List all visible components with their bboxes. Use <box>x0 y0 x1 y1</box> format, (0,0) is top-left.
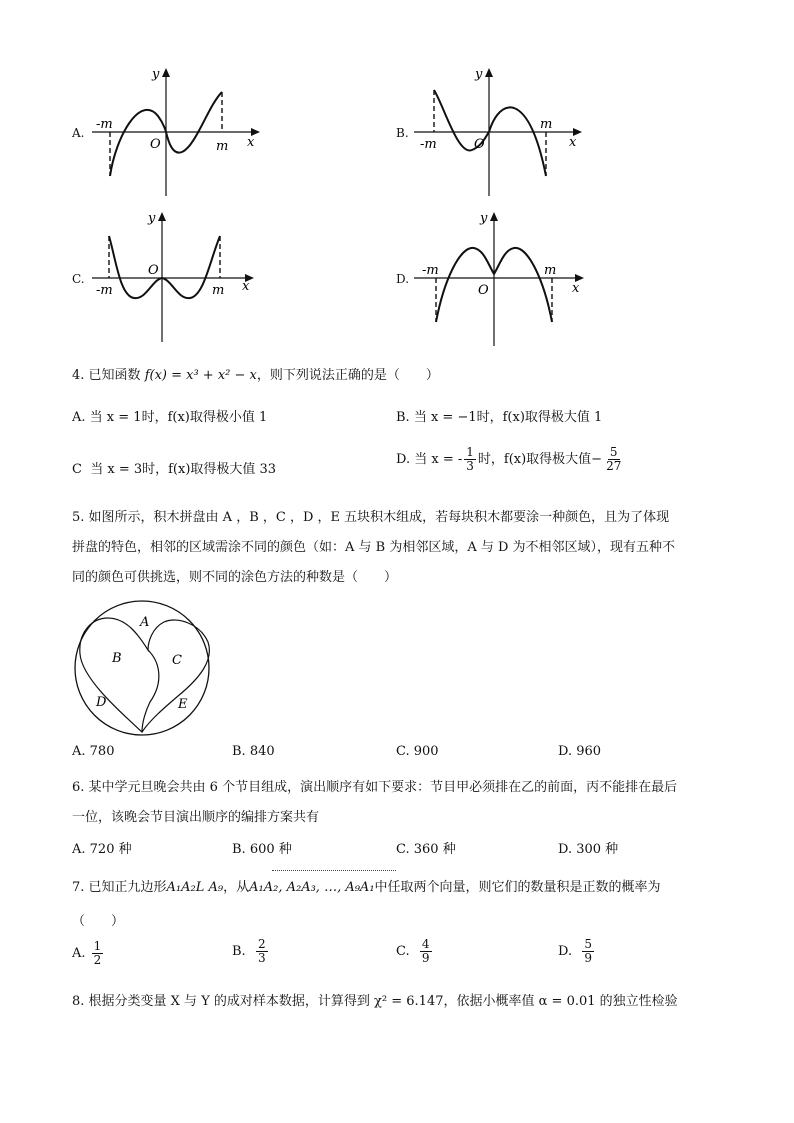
q4-stem: 4. 已知函数 f(x) = x³ + x² − x，则下列说法正确的是（ ） <box>72 368 439 383</box>
region-d-label: D <box>96 695 107 710</box>
q5-option-b: B. 840 <box>232 744 275 759</box>
graph-c-neg-m: -m <box>96 283 113 298</box>
option-c-label: C. <box>72 272 85 286</box>
q6-option-a: A. 720 种 <box>72 842 132 857</box>
q5-option-d: D. 960 <box>558 744 602 759</box>
q4-option-d: D. 当 x = - $\frac{1}{3}$ 时，f(x)取得极大值− $\frac{5}{27}$ <box>396 445 622 473</box>
q7-option-d: D. $\frac{5}{9}$ <box>558 937 592 965</box>
graph-b-pos-m: m <box>540 117 553 132</box>
q7-vectors: A₁A₂, A₂A₃, …, A₉A₁ <box>249 880 375 895</box>
q5-option-c: C. 900 <box>396 744 439 759</box>
graph-b-x-label: x <box>569 135 577 150</box>
option-b-label: B. <box>396 126 409 140</box>
q5-line-3: 同的颜色可供挑选，则不同的涂色方法的种数是（ ） <box>72 570 398 585</box>
graph-d-pos-m: m <box>544 263 557 278</box>
graph-d <box>414 210 590 350</box>
graph-b-y-label: y <box>475 67 483 82</box>
q7-option-c: C. $\frac{4}{9}$ <box>396 937 430 965</box>
region-e-label: E <box>178 697 188 712</box>
region-a-label: A <box>140 615 150 630</box>
graph-a-origin: O <box>150 137 161 152</box>
region-b-label: B <box>112 651 122 666</box>
graph-c-pos-m: m <box>212 283 225 298</box>
graph-b <box>414 66 584 201</box>
graph-c-x-label: x <box>242 279 250 294</box>
q6-line-2: 一位，该晚会节目演出顺序的编排方案共有 <box>72 810 320 825</box>
graph-c <box>92 210 262 345</box>
graph-b-neg-m: -m <box>420 137 437 152</box>
option-a-label: A. <box>72 126 85 140</box>
graph-b-origin: O <box>474 137 485 152</box>
q5-option-a: A. 780 <box>72 744 115 759</box>
q6-line-1: 6. 某中学元旦晚会共由 6 个节目组成，演出顺序有如下要求：节目甲必须排在乙的前面，丙不能排在最后 <box>72 780 678 795</box>
option-d-label: D. <box>396 272 410 286</box>
q5-figure <box>68 598 216 738</box>
graph-d-x-label: x <box>572 281 580 296</box>
graph-c-origin: O <box>148 263 159 278</box>
q4-option-c: C 当 x = 3时，f(x)取得极大值 33 <box>72 462 277 477</box>
q4-option-a: A. 当 x = 1时，f(x)取得极小值 1 <box>72 410 268 425</box>
q7-option-b: B. $\frac{2}{3}$ <box>232 937 266 965</box>
q4-option-b: B. 当 x = −1时，f(x)取得极大值 1 <box>396 410 603 425</box>
graph-d-y-label: y <box>480 211 488 226</box>
region-c-label: C <box>172 653 182 668</box>
q6-option-d: D. 300 种 <box>558 842 619 857</box>
q6-option-b: B. 600 种 <box>232 842 292 857</box>
graph-a-y-label: y <box>152 67 160 82</box>
q7-line-2: （ ） <box>72 914 125 929</box>
graph-a <box>92 66 262 201</box>
graph-d-origin: O <box>478 283 489 298</box>
q8-line-1: 8. 根据分类变量 X 与 Y 的成对样本数据，计算得到 χ² = 6.147，依据小概率值 α = 0.01 的独立性检验 <box>72 994 678 1009</box>
graph-d-neg-m: -m <box>422 263 439 278</box>
graph-c-y-label: y <box>148 211 156 226</box>
q5-line-2: 拼盘的特色，相邻的区域需涂不同的颜色（如：A 与 B 为相邻区域，A 与 D 为不相邻区域），现有五种不 <box>72 540 676 555</box>
vector-arrow-marks <box>272 870 396 875</box>
graph-a-neg-m: -m <box>96 117 113 132</box>
q6-option-c: C. 360 种 <box>396 842 456 857</box>
q7-line-1: 7. 已知正九边形A₁A₂L A₉，从A₁A₂, A₂A₃, …, A₉A₁中任取两个向量，则它们的数量积是正数的概率为 <box>72 880 661 895</box>
graph-a-pos-m: m <box>216 139 229 154</box>
q7-option-a: A. $\frac{1}{2}$ <box>72 939 102 967</box>
q5-line-1: 5. 如图所示，积木拼盘由 A ，B ，C ，D ，E 五块积木组成，若每块积木都要涂一种颜色，且为了体现 <box>72 510 670 525</box>
graph-a-x-label: x <box>247 135 255 150</box>
